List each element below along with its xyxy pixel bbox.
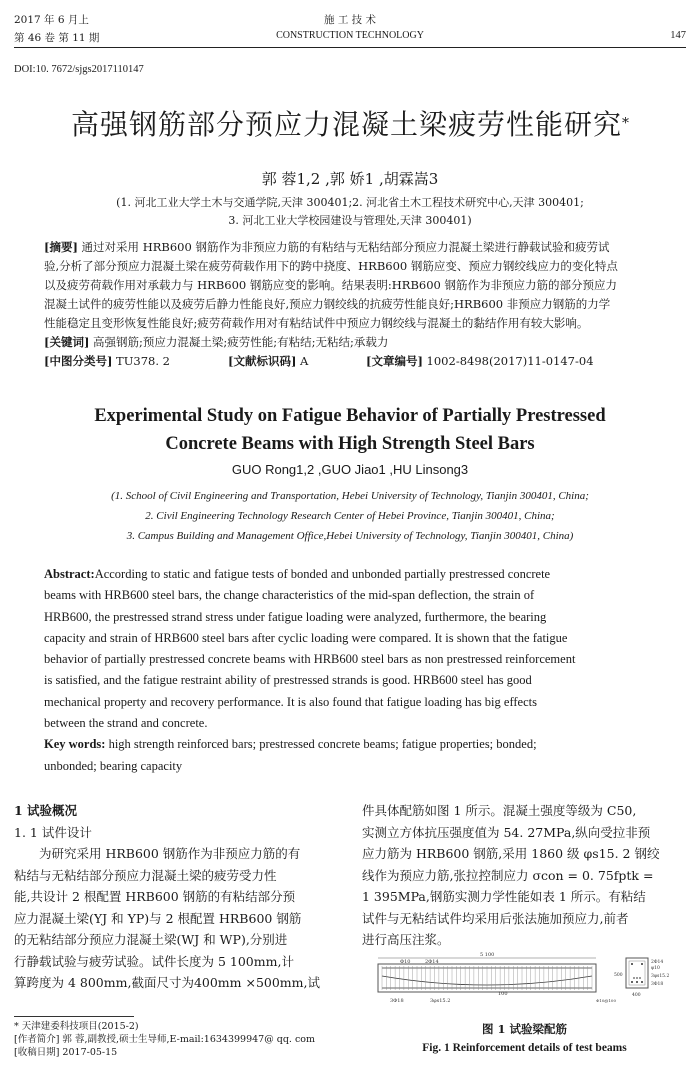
keywords-cn-label: [关键词] xyxy=(44,335,90,349)
keywords-cn: [关键词] 高强钢筋;预应力混凝土梁;疲劳性能;有粘结;无粘结;承载力 xyxy=(44,335,389,349)
body-line: 能,共设计 2 根配置 HRB600 钢筋的有粘结部分预 xyxy=(14,889,296,904)
section-outline xyxy=(626,958,648,988)
subsection-heading: 1. 1 试件设计 xyxy=(14,824,92,840)
body-line: 件具体配筋如图 1 所示。混凝土强度等级为 C50, xyxy=(362,803,637,818)
header-journal-cn: 施 工 技 术 xyxy=(323,14,376,26)
body-line: 行静载试验与疲劳试验。试件长度为 5 100mm,计 xyxy=(14,953,294,969)
abstract-en-line: beams with HRB600 steel bars, the change characteristics of the mid-span deflection, the strain of xyxy=(44,588,535,603)
doc-code-value: A xyxy=(300,354,309,368)
abstract-en-line: Abstract:According to static and fatigue tests of bonded and unbonded partially prestressed concrete xyxy=(44,567,551,581)
figure-label: 400 xyxy=(632,993,641,998)
figure-label: φ10 xyxy=(651,966,660,971)
body-line: 线作为预应力筋,张拉控制应力 σcon = 0. 75fptk = xyxy=(362,867,654,883)
doc-code-label: [文献标识码] xyxy=(228,354,297,368)
figure-label: 2Φ14 xyxy=(651,960,664,965)
body-line: 实测立方体抗压强度值为 54. 27MPa,纵向受拉非预 xyxy=(362,824,651,840)
figure-label: 3Φ18 xyxy=(390,998,404,1004)
body-line: 进行高压注浆。 xyxy=(362,932,450,947)
header-date: 2017 年 6 月上 xyxy=(14,14,89,26)
abstract-en-line: is satisfied, and the fatigue restraint ability of prestressed strands is good. HRB600 steel has good xyxy=(44,673,532,688)
clc-label: [中图分类号] xyxy=(44,354,113,368)
article-no-value: 1002-8498(2017)11-0147-04 xyxy=(426,354,594,368)
body-line: 应力筋为 HRB600 钢筋,采用 1860 级 φs15. 2 钢绞 xyxy=(362,846,660,861)
body-line: 试件与无粘结试件均采用后张法施加预应力,前者 xyxy=(362,910,629,926)
affiliation-cn-line: 3. 河北工业大学校园建设与管理处,天津 300401) xyxy=(228,214,472,227)
header-journal-en: CONSTRUCTION TECHNOLOGY xyxy=(276,30,424,41)
abstract-cn-line: 以及疲劳荷载作用对承载力与 HRB600 钢筋应变的影响。结果表明:HRB600 钢筋作为非预应力筋的部分预应力 xyxy=(44,278,618,292)
figure-label: 3Φ18 xyxy=(651,982,664,987)
doi: DOI:10. 7672/sjgs2017110147 xyxy=(14,64,144,75)
figure-label: Φ10@100 xyxy=(596,998,617,1003)
keywords-en-label: Key words: xyxy=(44,737,106,752)
abstract-en-label: Abstract: xyxy=(44,567,95,581)
title-en-line: Experimental Study on Fatigue Behavior of Partially Prestressed xyxy=(94,406,606,426)
figure-label: 5 100 xyxy=(480,952,495,958)
header-volume: 第 46 卷 第 11 期 xyxy=(14,32,100,44)
body-line: 粘结与无粘结部分预应力混凝土梁的疲劳受力性 xyxy=(14,867,277,883)
right-column xyxy=(362,800,687,951)
figure-label: 500 xyxy=(614,973,623,978)
section-heading: 1 试验概况 xyxy=(14,803,78,818)
abstract-cn-label: [摘要] xyxy=(44,240,78,254)
figure-label: 3φs15.2 xyxy=(651,974,670,979)
classification-row xyxy=(44,352,659,371)
affiliation-en-line: (1. School of Civil Engineering and Transportation, Hebei University of Technology, Tianjin 300401, China; xyxy=(111,490,589,502)
footnote-line: * 天津建委科技项目(2015-2) xyxy=(14,1021,139,1032)
body-line: 1 395MPa,钢筋实测力学性能如表 1 所示。有粘结 xyxy=(362,889,646,904)
footnote-line: [作者简介] 郭 蓉,副教授,硕士生导师,E-mail:1634399947@ qq. com xyxy=(14,1034,315,1045)
body-line: 算跨度为 4 800mm,截面尺寸为400mm ×500mm,试 xyxy=(14,975,320,990)
clc-value: TU378. 2 xyxy=(116,354,170,368)
figure-1-drawing xyxy=(370,950,675,1012)
abstract-en-line: mechanical property and recovery performance. It is also found that fatigue loading has big effects xyxy=(44,694,537,709)
left-column xyxy=(14,800,339,994)
header-page-number: 147 xyxy=(670,30,686,41)
footnotes xyxy=(14,1020,315,1059)
footnote-rule xyxy=(14,1016,134,1017)
affiliations-en xyxy=(0,486,700,546)
figure-label: 100 xyxy=(498,991,508,997)
affiliation-en-line: 3. Campus Building and Management Office,Hebei University of Technology, Tianjin 300401, China) xyxy=(126,530,574,542)
title-en-line: Concrete Beams with High Strength Steel Bars xyxy=(165,434,535,454)
stirrups xyxy=(382,966,592,990)
keywords-en-line: unbonded; bearing capacity xyxy=(44,758,183,773)
title-cn-text: 高强钢筋部分预应力混凝土梁疲劳性能研究 xyxy=(70,108,622,141)
abstract-cn xyxy=(44,238,659,371)
paper-title-cn xyxy=(0,103,700,143)
authors-en: GUO Rong1,2 ,GUO Jiao1 ,HU Linsong3 xyxy=(231,462,469,477)
header-rule xyxy=(14,47,686,48)
abstract-en-line: between the strand and concrete. xyxy=(44,716,208,731)
affiliation-en-line: 2. Civil Engineering Technology Research Center of Hebei Province, Tianjin 300401, China; xyxy=(145,510,555,522)
keywords-en: Key words: high strength reinforced bars; prestressed concrete beams; fatigue properties; bonded; xyxy=(44,737,537,752)
title-footnote-mark: * xyxy=(622,115,629,132)
abstract-en-line: behavior of partially prestressed concrete beams with HRB600 steel bars as non prestressed reinforcement xyxy=(44,652,576,667)
abstract-cn-line: 性能稳定且变形恢复性能良好;疲劳荷载作用对有粘结试件中预应力钢绞线与混凝土的黏结作用有较大影响。 xyxy=(44,316,589,330)
paper-title-en xyxy=(0,402,700,458)
abstract-cn-line: 混凝土试件的疲劳性能以及疲劳后静力性能良好,预应力钢绞线的抗疲劳性能良好;HRB600 非预应力钢筋的力学 xyxy=(44,297,611,311)
figure-label: 3φs15.2 xyxy=(430,998,451,1004)
abstract-en-line: HRB600, the prestressed strand stress under fatigue loading were analyzed, furthermore, the bearing xyxy=(44,609,547,624)
abstract-cn-line: 验,分析了部分预应力混凝土梁在疲劳荷载作用下的跨中挠度、HRB600 钢筋应变、预应力钢绞线应力的变化特点 xyxy=(44,259,618,273)
abstract-en-line: capacity and strain of HRB600 steel bars after cyclic loading were compared. It is shown that the fatigue xyxy=(44,630,568,645)
figure-label: 2Φ14 xyxy=(425,959,439,965)
footnote-line: [收稿日期] 2017-05-15 xyxy=(14,1047,118,1058)
authors-cn: 郭 蓉1,2 ,郭 娇1 ,胡霖嵩3 xyxy=(261,170,439,188)
body-line: 为研究采用 HRB600 钢筋作为非预应力筋的有 xyxy=(39,846,301,861)
affiliation-cn-line: (1. 河北工业大学土木与交通学院,天津 300401;2. 河北省土木工程技术研究中心,天津 300401; xyxy=(116,196,584,209)
abstract-cn-line: [摘要] 通过对采用 HRB600 钢筋作为非预应力筋的有粘结与无粘结部分预应力混凝土梁进行静载试验和疲劳试 xyxy=(44,240,610,254)
body-line: 应力混凝土梁(YJ 和 YP)与 2 根配置 HRB600 钢筋 xyxy=(14,910,302,926)
figure-caption-cn: 图 1 试验梁配筋 xyxy=(481,1022,567,1036)
article-no-label: [文章编号] xyxy=(366,354,423,368)
figure-caption-en: Fig. 1 Reinforcement details of test beams xyxy=(422,1042,627,1054)
body-line: 的无粘结部分预应力混凝土梁(WJ 和 WP),分别进 xyxy=(14,932,288,947)
abstract-en xyxy=(44,564,659,777)
figure-label: Φ10 xyxy=(400,959,411,965)
